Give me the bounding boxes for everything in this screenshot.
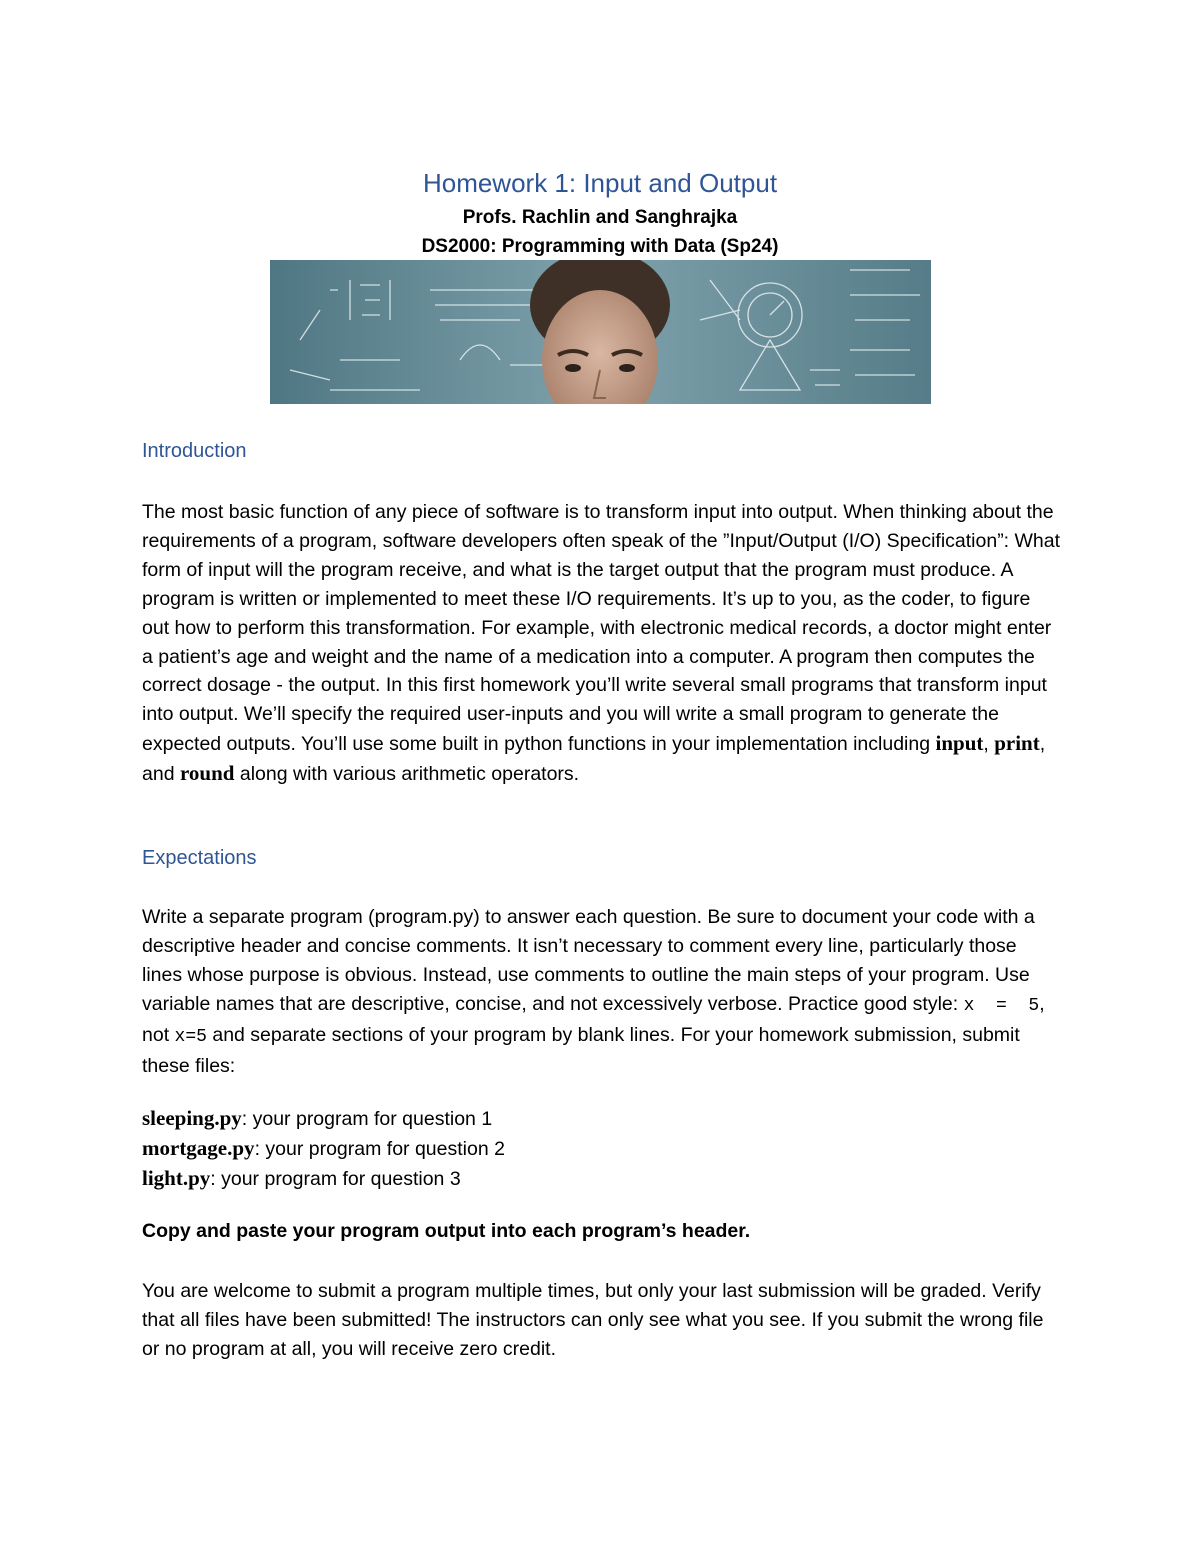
file-desc: : your program for question 2: [254, 1137, 505, 1160]
expect-end: and separate sections of your program by blank lines. For your homework submission, submit these files:: [142, 1023, 1020, 1077]
intro-sep-2: , and: [142, 733, 1046, 786]
authors-line: Profs. Rachlin and Sanghrajka: [462, 207, 738, 228]
file-name: mortgage.py: [142, 1135, 255, 1160]
expectations-paragraph: [142, 903, 1062, 1080]
intro-text: The most basic function of any piece of software is to transform input into output. When thinking about the requirements of a program, software developers often speak of the ”Input/Output (I/O) Specification”: What form of input will the program receive, and what is the target output that the program must produce. A program is written or implemented to meet these I/O requirements. It’s up to you, as the coder, to figure out how to perform this transformation. For example, with electronic medical records, a doctor might enter a patient’s age and weight and the name of a medication into a computer. A program then computes the correct dosage - the output. In this first homework you’ll write several small programs that transform input into output. We’ll specify the required user-inputs and you will write a small program to generate the expected outputs. You’ll use some built in python functions in your implementation including: [142, 501, 1061, 756]
banner-illustration-icon: [270, 260, 931, 404]
document-title: Homework 1: Input and Output: [422, 168, 778, 198]
introduction-paragraph: [142, 498, 1062, 789]
expect-mid: , not: [142, 992, 1045, 1046]
fn-print: print: [994, 731, 1040, 756]
intro-sep-1: ,: [983, 733, 995, 756]
introduction-heading: Introduction: [142, 440, 247, 462]
file-desc: : your program for question 3: [210, 1167, 461, 1190]
good-style-code: x = 5: [963, 995, 1040, 1016]
bad-style-code: x=5: [174, 1026, 207, 1047]
expectations-heading: Expectations: [142, 847, 257, 869]
list-item: [142, 1164, 1062, 1194]
file-desc: : your program for question 1: [241, 1108, 493, 1130]
course-line: DS2000: Programming with Data (Sp24): [421, 236, 779, 257]
fn-round: round: [179, 761, 235, 786]
list-item: [142, 1134, 1062, 1164]
submission-paragraph: You are welcome to submit a program multiple times, but only your last submission will be graded. Verify that all files have been submitted! The instructors can only see what you see. If you submit the wrong file or no program at all, you will receive zero credit.: [142, 1280, 1044, 1360]
file-name: light.py: [142, 1165, 211, 1190]
copy-paste-note: Copy and paste your program output into each program’s header.: [142, 1220, 751, 1242]
banner-image: [270, 260, 931, 404]
file-list: [142, 1104, 1062, 1194]
list-item: [142, 1104, 1062, 1134]
fn-input: input: [935, 731, 984, 756]
intro-end: along with various arithmetic operators.: [234, 763, 580, 786]
expect-text: Write a separate program (program.py) to answer each question. Be sure to document your code with a descriptive header and concise comments. It isn’t necessary to comment every line, particularly those lines whose purpose is obvious. Instead, use comments to outline the main steps of your program. Use variable names that are descriptive, concise, and not excessively verbose. Practice good style:: [142, 906, 1035, 1015]
file-name: sleeping.py: [142, 1106, 242, 1130]
